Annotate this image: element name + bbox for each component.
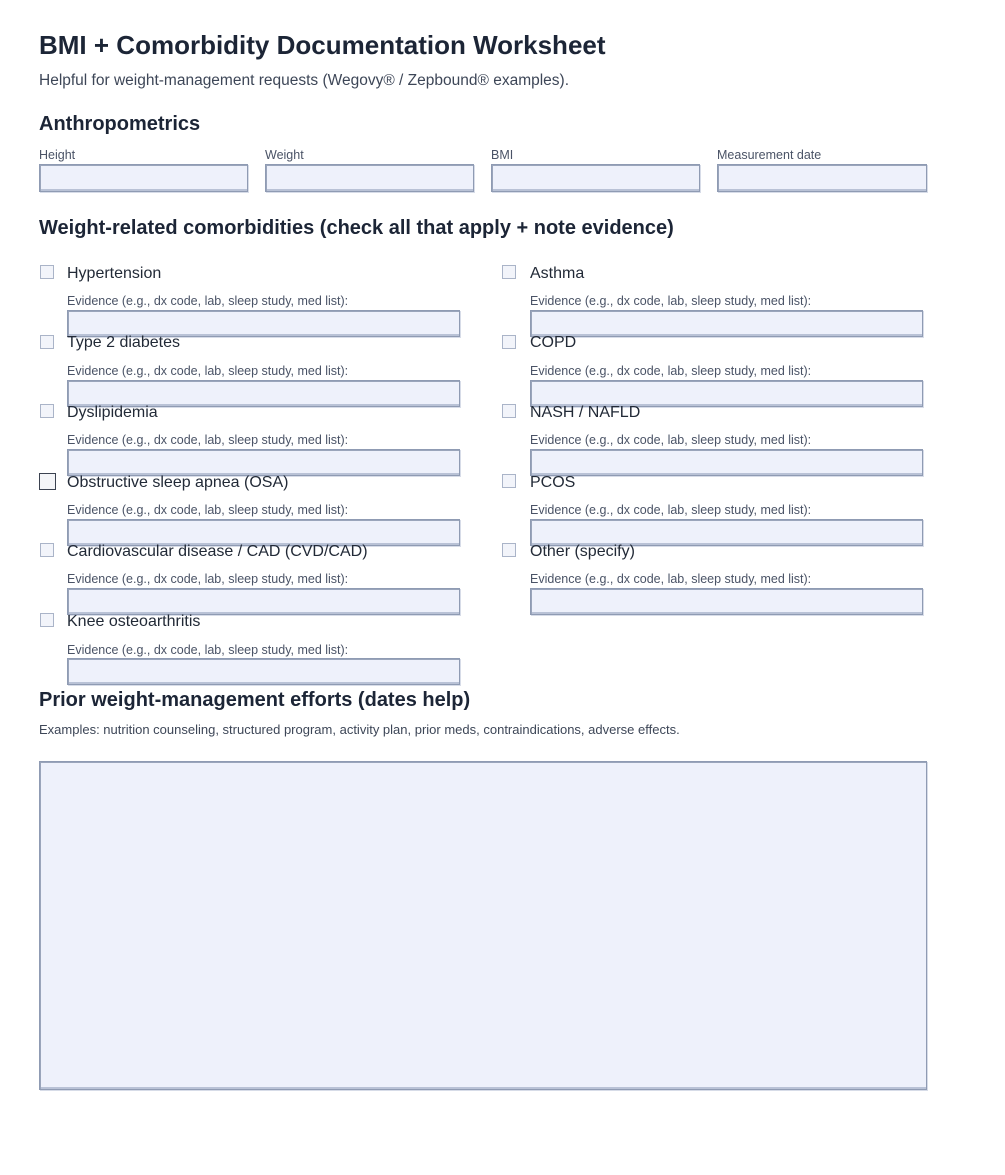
asthma-checkbox[interactable] — [502, 265, 516, 279]
nash-nafld-checkbox[interactable] — [502, 404, 516, 418]
page-subtitle: Helpful for weight-management requests (Wegovy® / Zepbound® examples). — [39, 72, 570, 89]
weight-input[interactable] — [265, 164, 474, 192]
dyslipidemia-label: Dyslipidemia — [67, 404, 158, 421]
asthma-evidence-input[interactable] — [530, 310, 923, 337]
nash-nafld-evidence-input[interactable] — [530, 449, 923, 476]
prior-efforts-textarea[interactable] — [39, 761, 927, 1090]
evidence-label: Evidence (e.g., dx code, lab, sleep study, med list): — [67, 643, 349, 657]
weight-label: Weight — [265, 148, 304, 162]
evidence-label: Evidence (e.g., dx code, lab, sleep study, med list): — [67, 294, 349, 308]
evidence-label: Evidence (e.g., dx code, lab, sleep study, med list): — [67, 572, 349, 586]
copd-checkbox[interactable] — [502, 335, 516, 349]
anthropometrics-heading: Anthropometrics — [39, 113, 201, 135]
cvd-cad-checkbox[interactable] — [40, 543, 54, 557]
copd-evidence-input[interactable] — [530, 380, 923, 407]
knee-osteoarthritis-checkbox[interactable] — [40, 613, 54, 627]
measurement-date-label: Measurement date — [717, 148, 822, 162]
copd-label: COPD — [530, 334, 577, 351]
nash-nafld-label: NASH / NAFLD — [530, 404, 641, 421]
hypertension-label: Hypertension — [67, 265, 162, 282]
evidence-label: Evidence (e.g., dx code, lab, sleep study, med list): — [530, 503, 812, 517]
measurement-date-input[interactable] — [717, 164, 927, 192]
osa-label: Obstructive sleep apnea (OSA) — [67, 474, 289, 491]
type-2-diabetes-checkbox[interactable] — [40, 335, 54, 349]
evidence-label: Evidence (e.g., dx code, lab, sleep study, med list): — [530, 364, 812, 378]
page-title: BMI + Comorbidity Documentation Worksheet — [39, 30, 606, 60]
dyslipidemia-checkbox[interactable] — [40, 404, 54, 418]
cvd-cad-label: Cardiovascular disease / CAD (CVD/CAD) — [67, 543, 368, 560]
other-checkbox[interactable] — [502, 543, 516, 557]
comorbidities-heading: Weight-related comorbidities (check all that apply + note evidence) — [39, 217, 674, 239]
bmi-input[interactable] — [491, 164, 700, 192]
evidence-label: Evidence (e.g., dx code, lab, sleep study, med list): — [67, 364, 349, 378]
hypertension-evidence-input[interactable] — [67, 310, 460, 337]
knee-osteoarthritis-label: Knee osteoarthritis — [67, 613, 201, 630]
height-input[interactable] — [39, 164, 248, 192]
type-2-diabetes-label: Type 2 diabetes — [67, 334, 180, 351]
bmi-label: BMI — [491, 148, 514, 162]
evidence-label: Evidence (e.g., dx code, lab, sleep study, med list): — [530, 294, 812, 308]
prior-efforts-heading: Prior weight-management efforts (dates help) — [39, 689, 471, 711]
other-label: Other (specify) — [530, 543, 635, 560]
height-label: Height — [39, 148, 76, 162]
hypertension-checkbox[interactable] — [40, 265, 54, 279]
evidence-label: Evidence (e.g., dx code, lab, sleep study, med list): — [530, 572, 812, 586]
other-evidence-input[interactable] — [530, 588, 923, 615]
type-2-diabetes-evidence-input[interactable] — [67, 380, 460, 407]
evidence-label: Evidence (e.g., dx code, lab, sleep study, med list): — [67, 433, 349, 447]
evidence-label: Evidence (e.g., dx code, lab, sleep study, med list): — [530, 433, 812, 447]
osa-evidence-input[interactable] — [67, 519, 460, 546]
asthma-label: Asthma — [530, 265, 585, 282]
pcos-label: PCOS — [530, 474, 576, 491]
knee-osteoarthritis-evidence-input[interactable] — [67, 658, 460, 685]
osa-checkbox[interactable] — [39, 473, 56, 490]
dyslipidemia-evidence-input[interactable] — [67, 449, 460, 476]
cvd-cad-evidence-input[interactable] — [67, 588, 460, 615]
prior-efforts-examples: Examples: nutrition counseling, structured program, activity plan, prior meds, contraindications, adverse effects. — [39, 722, 680, 737]
pcos-checkbox[interactable] — [502, 474, 516, 488]
pcos-evidence-input[interactable] — [530, 519, 923, 546]
evidence-label: Evidence (e.g., dx code, lab, sleep study, med list): — [67, 503, 349, 517]
